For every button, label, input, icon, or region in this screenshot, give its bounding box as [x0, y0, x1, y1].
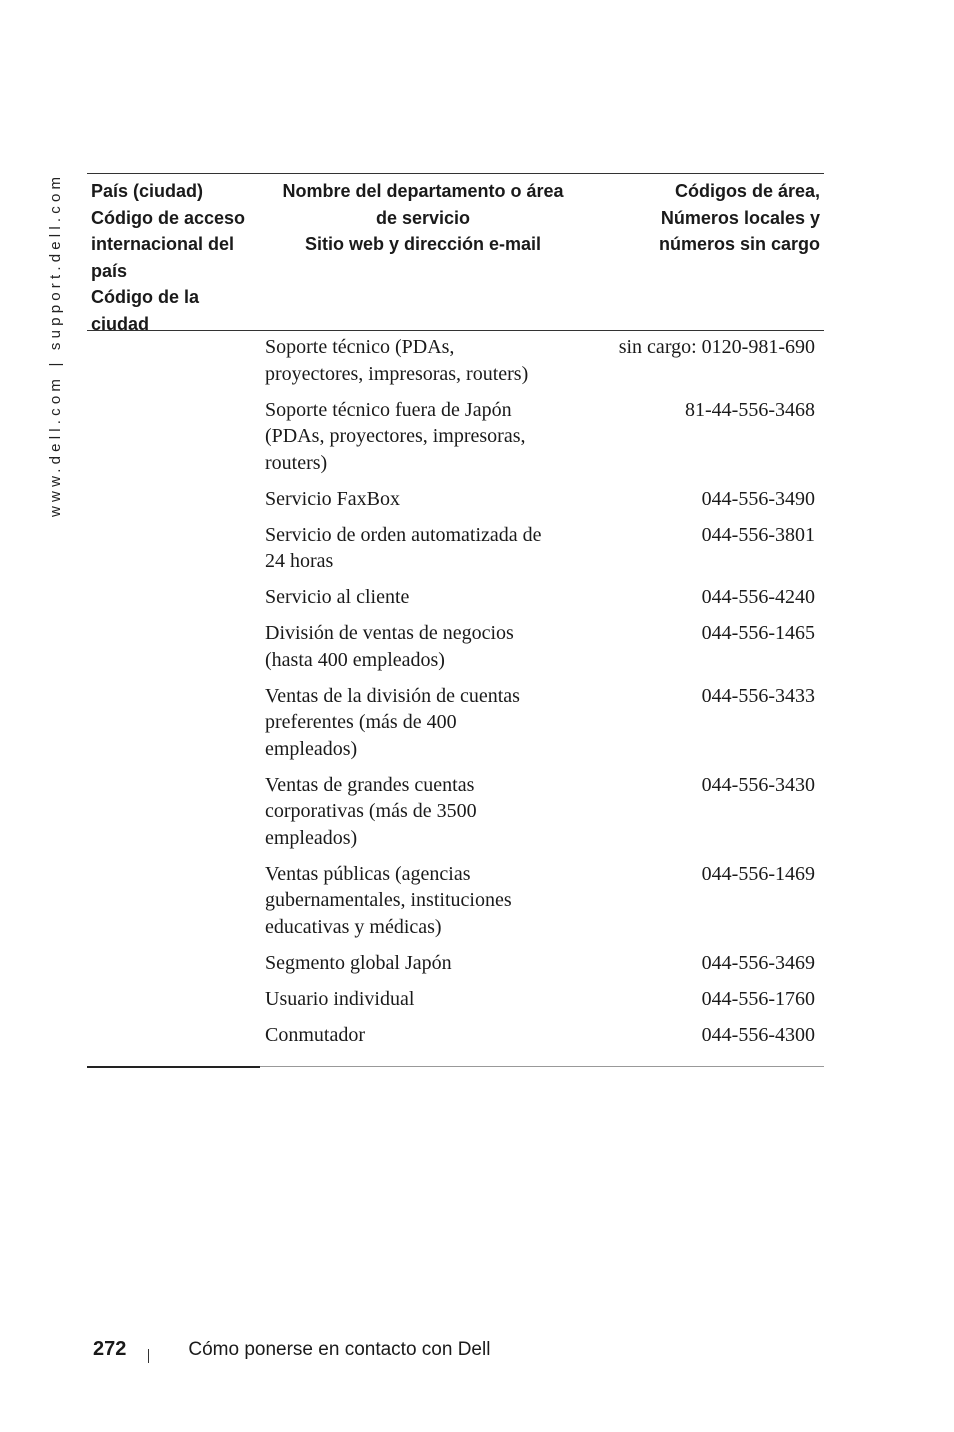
service-line: Ventas públicas (agencias — [265, 862, 471, 885]
header-line: Números locales y — [660, 207, 820, 228]
cell-service — [260, 486, 575, 513]
table-row — [87, 986, 824, 1013]
service-line: educativas y médicas) — [265, 915, 442, 938]
service-line: preferentes (más de 400 — [265, 711, 457, 733]
table-row — [87, 772, 824, 852]
cell-service — [260, 397, 575, 477]
service-line: Servicio de orden automatizada de — [265, 523, 542, 546]
cell-service — [260, 334, 575, 387]
header-department — [260, 178, 580, 324]
service-line: routers) — [265, 451, 328, 474]
header-line: números sin cargo — [658, 234, 820, 254]
table-row — [87, 397, 824, 477]
cell-service — [260, 772, 575, 852]
service-line: Soporte técnico (PDAs, — [265, 336, 455, 358]
cell-country — [87, 486, 260, 513]
cell-service — [260, 950, 575, 977]
table-row — [87, 861, 824, 941]
contact-table — [87, 173, 824, 1058]
header-line: Códigos de área, — [674, 181, 820, 201]
service-line: (hasta 400 empleados) — [265, 648, 445, 671]
cell-number: 044-556-1760 — [701, 987, 815, 1010]
side-url-text: www.dell.com | support.dell.com — [47, 173, 64, 518]
cell-service — [260, 584, 575, 611]
header-line: Código de la — [91, 287, 199, 307]
table-row — [87, 1022, 824, 1049]
cell-service — [260, 1022, 575, 1049]
table-row — [87, 486, 824, 513]
cell-country — [87, 584, 260, 611]
cell-number: 044-556-3490 — [701, 487, 815, 510]
cell-number: 044-556-1465 — [701, 622, 815, 644]
cell-service — [260, 620, 575, 673]
cell-service — [260, 522, 575, 575]
service-line: corporativas (más de 3500 — [265, 800, 477, 822]
cell-country — [87, 1022, 260, 1049]
table-row — [87, 620, 824, 673]
header-line: Sitio web y dirección e-mail — [304, 234, 542, 254]
cell-country — [87, 334, 260, 387]
table-row — [87, 584, 824, 611]
service-line: gubernamentales, instituciones — [265, 889, 512, 911]
service-line: empleados) — [265, 826, 358, 849]
header-numbers — [580, 178, 824, 324]
cell-number: 044-556-3801 — [701, 523, 815, 546]
service-line: Ventas de la división de cuentas — [265, 684, 520, 707]
service-line: Usuario individual — [265, 987, 415, 1010]
service-line: empleados) — [265, 737, 358, 760]
cell-country — [87, 522, 260, 575]
header-line: Código de acceso — [91, 207, 246, 228]
service-line: proyectores, impresoras, routers) — [265, 362, 529, 385]
table-row — [87, 683, 824, 763]
service-line: Soporte técnico fuera de Japón — [265, 398, 512, 421]
service-line: (PDAs, proyectores, impresoras, — [265, 425, 526, 447]
cell-country — [87, 683, 260, 763]
table-row — [87, 522, 824, 575]
cell-number: sin cargo: 0120-981-690 — [618, 336, 815, 358]
header-country — [87, 178, 260, 334]
header-line: país — [91, 260, 128, 281]
cell-country — [87, 620, 260, 673]
cell-service — [260, 986, 575, 1013]
service-line: Servicio FaxBox — [265, 487, 400, 510]
cell-number: 044-556-4300 — [701, 1023, 815, 1046]
cell-number: 044-556-3430 — [701, 773, 815, 796]
cell-number: 044-556-1469 — [701, 862, 815, 885]
cell-country — [87, 772, 260, 852]
header-line: de servicio — [375, 207, 471, 228]
table-body — [87, 331, 824, 1048]
cell-country — [87, 950, 260, 977]
service-line: 24 horas — [265, 550, 334, 572]
table-header — [87, 173, 824, 334]
service-line: Conmutador — [265, 1023, 365, 1046]
chapter-title: Cómo ponerse en contacto con Dell — [188, 1338, 491, 1360]
table-bottom-rule-left — [87, 1066, 260, 1068]
cell-country — [87, 986, 260, 1013]
cell-country — [87, 861, 260, 941]
page-footer — [93, 1338, 490, 1361]
cell-number: 81-44-556-3468 — [685, 398, 815, 421]
cell-country — [87, 397, 260, 477]
page-number: 272 — [93, 1338, 127, 1360]
cell-service — [260, 683, 575, 763]
cell-service — [260, 861, 575, 941]
cell-number: 044-556-4240 — [701, 586, 815, 608]
table-row — [87, 950, 824, 977]
service-line: Ventas de grandes cuentas — [265, 773, 475, 796]
cell-number: 044-556-3433 — [701, 684, 815, 707]
header-line: ciudad — [91, 313, 150, 334]
service-line: División de ventas de negocios — [265, 622, 514, 644]
cell-number: 044-556-3469 — [701, 951, 815, 974]
footer-separator — [148, 1349, 149, 1363]
header-line: País (ciudad) — [91, 181, 204, 201]
service-line: Servicio al cliente — [265, 586, 410, 608]
table-row — [87, 334, 824, 387]
header-line: internacional del — [91, 234, 235, 254]
header-line: Nombre del departamento o área — [282, 181, 564, 201]
service-line: Segmento global Japón — [265, 951, 452, 974]
